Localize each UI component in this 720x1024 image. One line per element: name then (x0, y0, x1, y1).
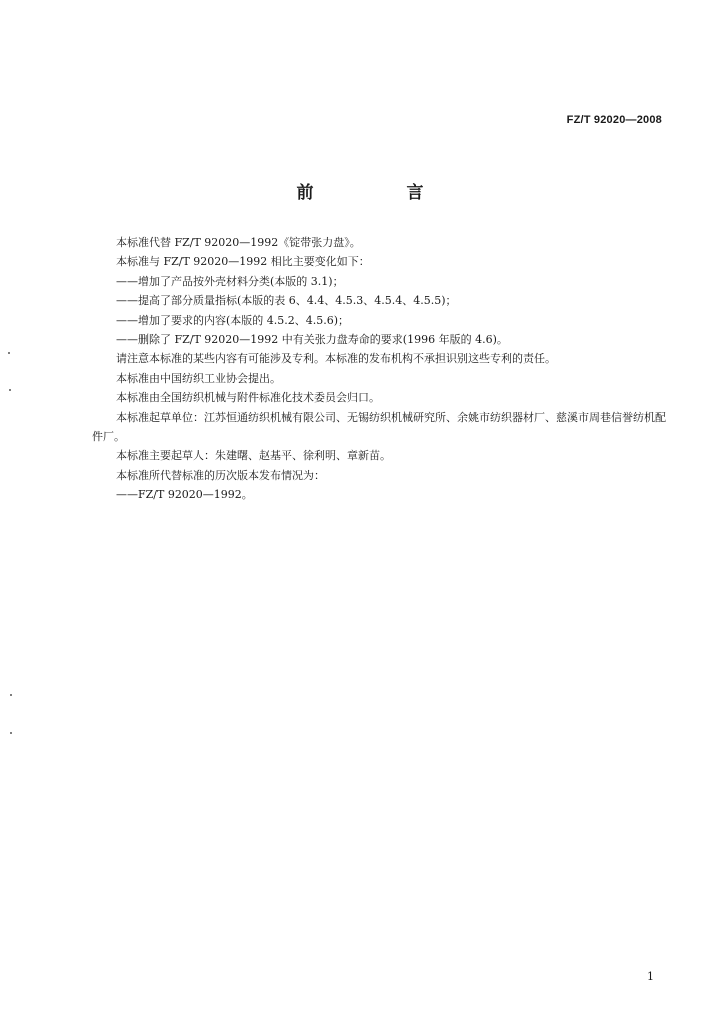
paragraph-history-intro: 本标准所代替标准的历次版本发布情况为： (116, 468, 325, 482)
history-item: ——FZ/T 92020—1992。 (116, 488, 253, 502)
change-item: ——增加了产品按外壳材料分类(本版的 3.1)； (116, 274, 344, 288)
scan-speck (10, 732, 12, 734)
paragraph-patent-notice: 请注意本标准的某些内容有可能涉及专利。本标准的发布机构不承担识别这些专利的责任。 (116, 352, 556, 366)
change-item: ——删除了 FZ/T 92020—1992 中有关张力盘寿命的要求(1996 年版的 4.6)。 (116, 333, 508, 347)
change-item: ——提高了部分质量指标(本版的表 6、4.4、4.5.3、4.5.4、4.5.5)； (116, 294, 457, 308)
scan-speck (9, 389, 11, 391)
paragraph-replaces: 本标准代替 FZ/T 92020—1992《锭带张力盘》。 (116, 236, 361, 249)
scan-speck (10, 694, 12, 696)
paragraph-drafting-units: 本标准起草单位：江苏恒通纺织机械有限公司、无锡纺织机械研究所、余姚市纺织器材厂、慈溪市周巷信誉纺机配件厂。 (92, 410, 666, 444)
standard-code: FZ/T 92020—2008 (566, 114, 662, 126)
section-title: 前 言 (296, 183, 462, 203)
paragraph-drafters: 本标准主要起草人：朱建曙、赵基平、徐利明、章新苗。 (116, 449, 391, 463)
paragraph-committee: 本标准由全国纺织机械与附件标准化技术委员会归口。 (116, 391, 380, 405)
paragraph-proposer: 本标准由中国纺织工业协会提出。 (116, 371, 281, 385)
paragraph-changes-intro: 本标准与 FZ/T 92020—1992 相比主要变化如下： (116, 255, 370, 269)
page-number: 1 (647, 970, 654, 983)
foreword-body (92, 233, 668, 505)
scan-speck (8, 352, 10, 354)
change-item: ——增加了要求的内容(本版的 4.5.2、4.5.6)； (116, 313, 350, 327)
